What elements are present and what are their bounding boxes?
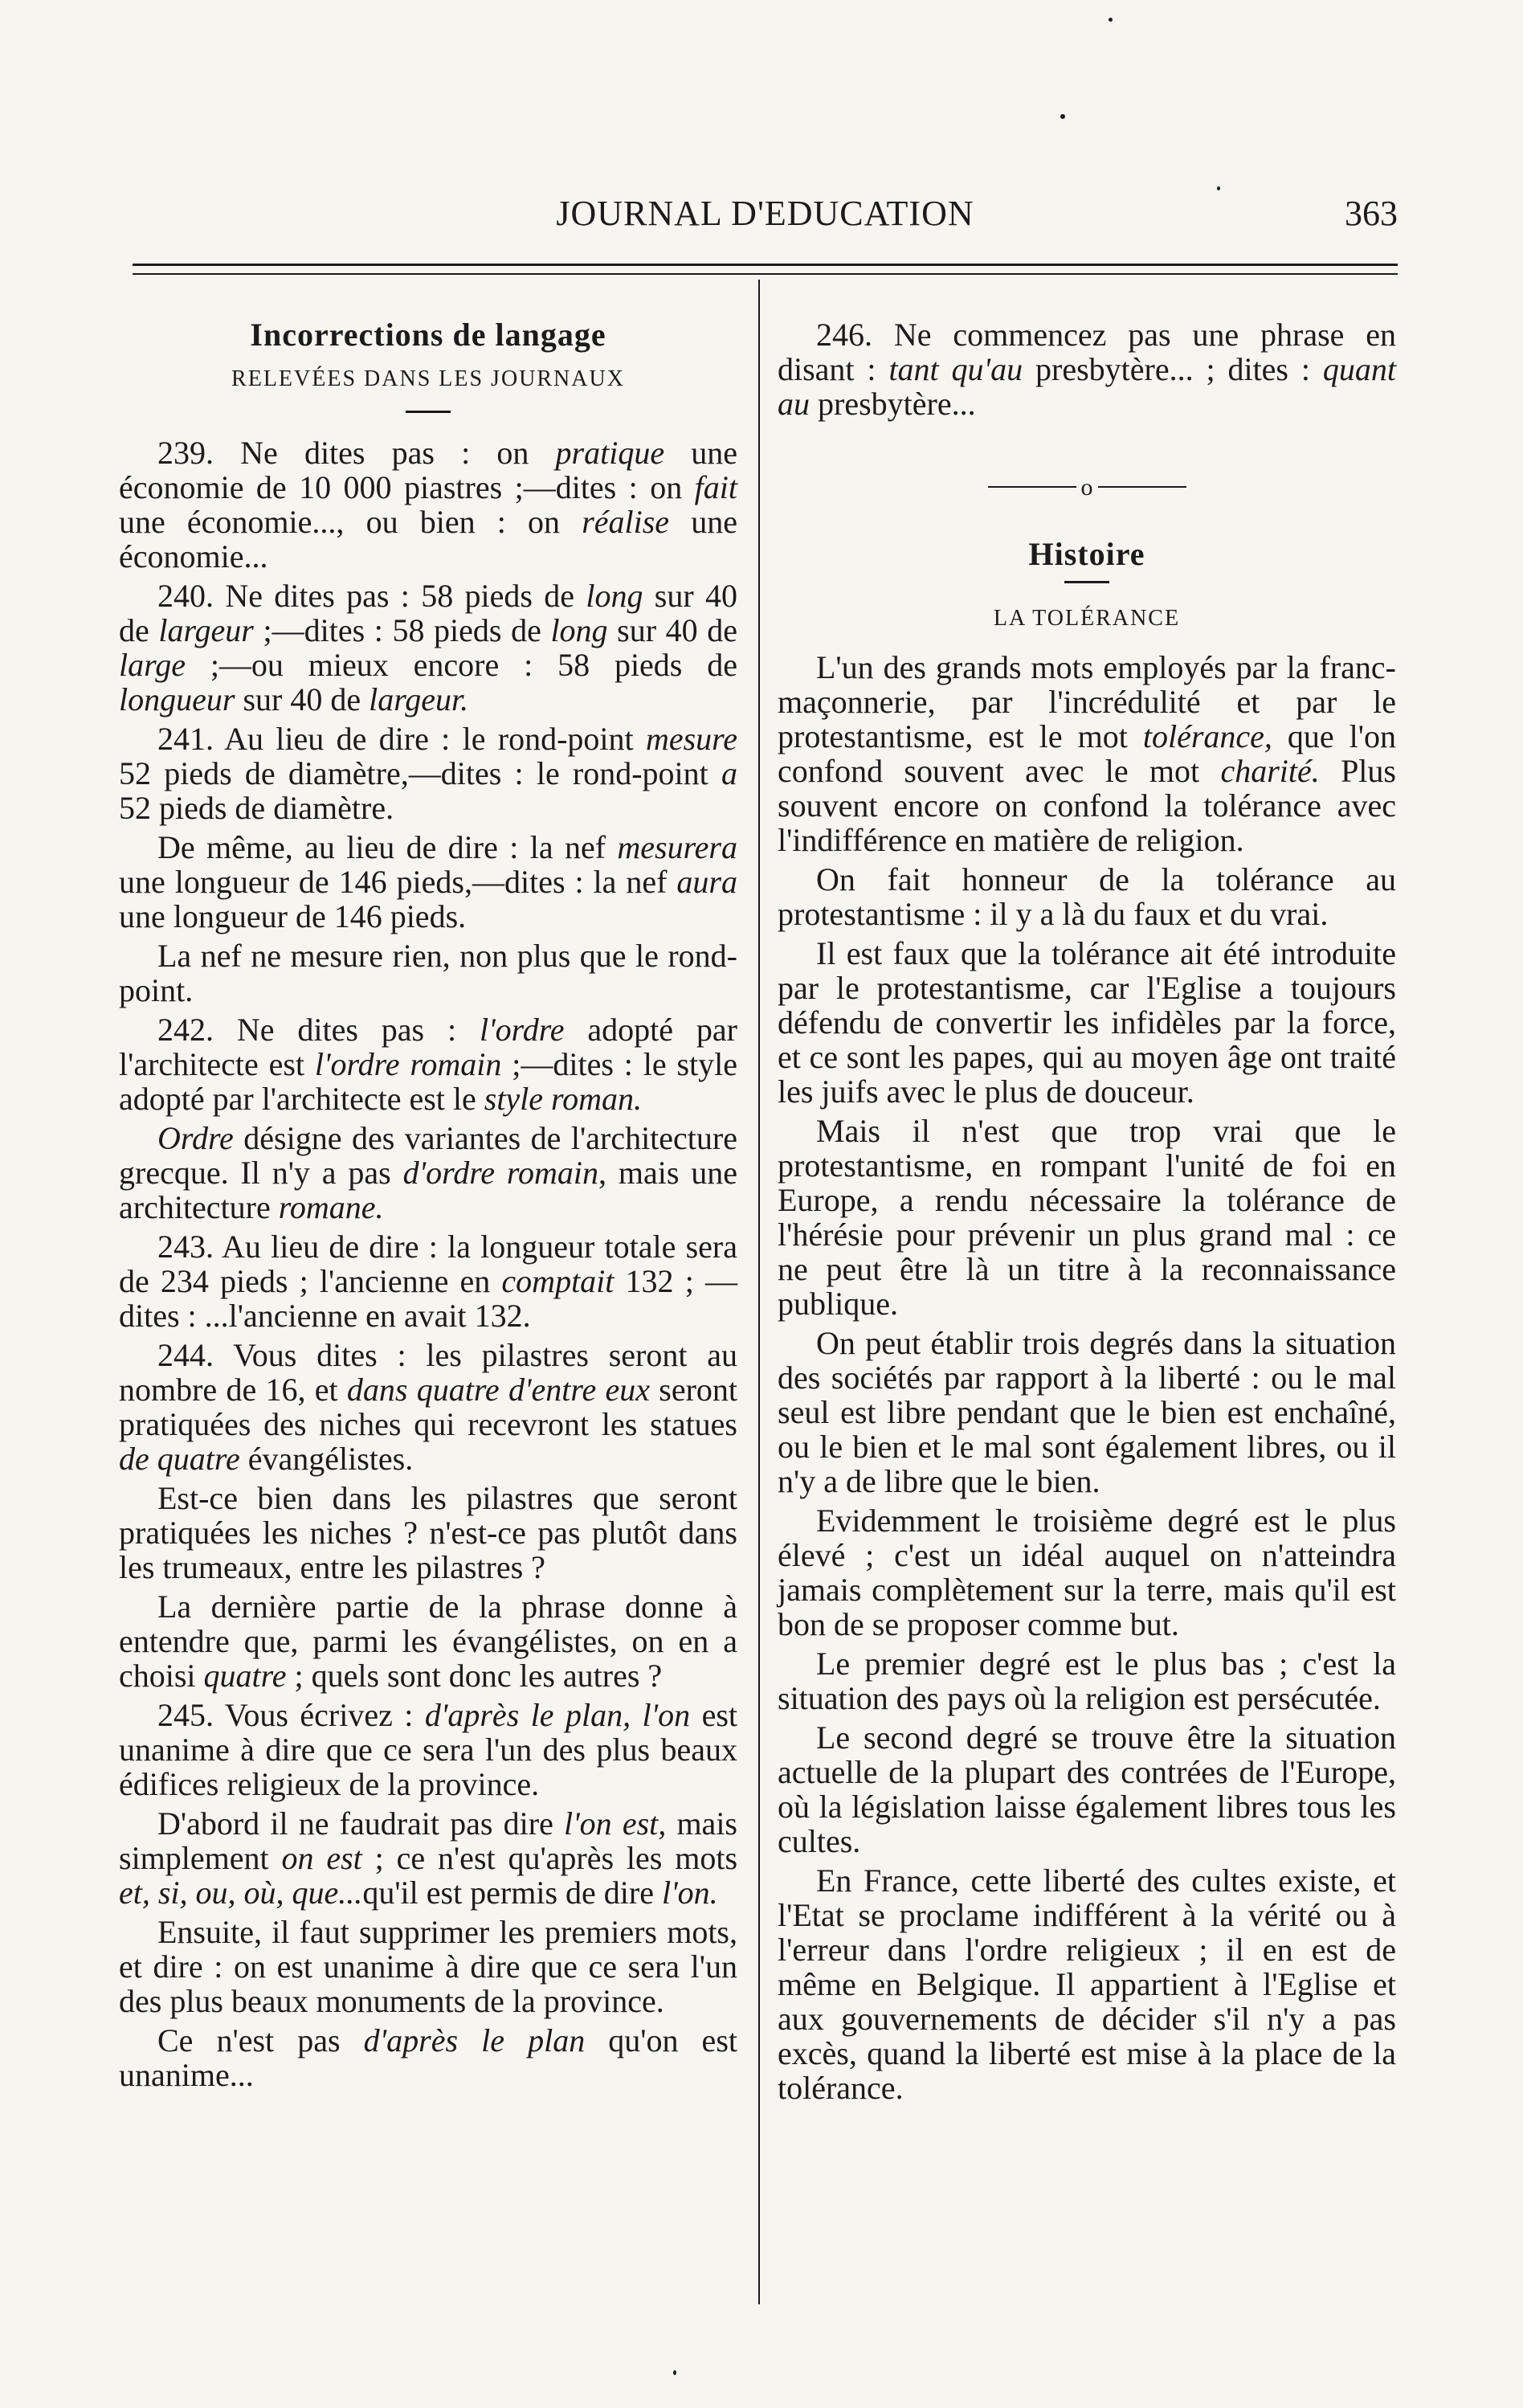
italic-term: tant qu'au xyxy=(888,351,1023,387)
italic-term: l'ordre romain xyxy=(314,1046,502,1082)
right-paragraphs xyxy=(778,650,1396,2105)
section-separator xyxy=(778,468,1396,505)
paragraph: On peut établir trois degrés dans la situation des sociétés par rapport à la liberté : ou le mal seul est libre pendant que le bien est enchaîné, ou le bien et le mal sont également libres, ou il n'y a de libre que le bien. xyxy=(778,1324,1396,1499)
right-column xyxy=(778,317,1396,2105)
separator-mark: o xyxy=(1080,473,1093,501)
italic-term: aura xyxy=(676,864,737,900)
italic-term: d'ordre romain xyxy=(402,1155,598,1191)
italic-term: mesure xyxy=(645,721,737,757)
paragraph: Est-ce bien dans les pilastres que seront pratiquées les niches ? n'est-ce pas plutôt dans les trumeaux, entre les pilastres ? xyxy=(119,1480,737,1585)
paragraph: Il est faux que la tolérance ait été introduite par le protestantisme, car l'Eglise a toujours défendu de convertir les infidèles par la force, et ce sont les papes, qui au moyen âge ont traité les juifs avec le plus de douceur. xyxy=(778,934,1396,1110)
page-number: 363 xyxy=(1345,194,1398,233)
paragraph: 243. Au lieu de dire : la longueur totale sera de 234 pieds ; l'ancienne en comptait 132 ; —dites : ...l'ancienne en avait 132. xyxy=(119,1229,737,1334)
italic-term: de quatre xyxy=(119,1441,240,1477)
italic-term: dans quatre d'entre eux xyxy=(346,1372,650,1408)
italic-term: a xyxy=(721,755,737,791)
title-dash xyxy=(406,411,451,413)
print-speck xyxy=(1060,114,1065,119)
paragraph: La nef ne mesure rien, non plus que le rond-point. xyxy=(119,938,737,1008)
italic-term: large xyxy=(119,647,186,683)
section-title-incorrections: Incorrections de langage xyxy=(250,317,606,353)
paragraph: Ordre désigne des variantes de l'architecture grecque. Il n'y a pas d'ordre romain, mais une architecture romane. xyxy=(119,1120,738,1225)
print-speck xyxy=(673,2370,676,2375)
italic-term: longueur xyxy=(119,681,235,717)
paragraph: L'un des grands mots employés par la franc-maçonnerie, par l'incrédulité et par le protestantisme, est le mot tolérance, que l'on confond souvent avec le mot charité. Plus souvent encore on confond la tolérance avec l'indifférence en matière de religion. xyxy=(778,648,1396,858)
italic-term: largeur. xyxy=(369,681,469,717)
italic-term: d'après le plan, l'on xyxy=(424,1697,691,1733)
section-subtitle-tolerance: LA TOLÉRANCE xyxy=(993,605,1181,631)
italic-term: l'ordre xyxy=(479,1012,565,1048)
header-rule-bottom xyxy=(133,273,1398,275)
paragraph: Ensuite, il faut supprimer les premiers mots, et dire : on est unanime à dire que ce sera l'un des plus beaux monuments de la province. xyxy=(119,1914,737,2019)
italic-term: style roman. xyxy=(484,1081,643,1117)
running-header xyxy=(133,193,1398,241)
italic-term: mesurera xyxy=(617,829,737,865)
paragraph: 245. Vous écrivez : d'après le plan, l'on est unanime à dire que ce sera l'un des plus beaux édifices religieux de la province. xyxy=(119,1697,738,1802)
italic-term: charité. xyxy=(1220,752,1320,789)
paragraph: Evidemment le troisième degré est le plus élevé ; c'est un idéal auquel on n'atteindra jamais complètement sur la terre, mais qu'il est bon de se proposer comme but. xyxy=(778,1502,1396,1642)
column-divider xyxy=(758,280,760,2304)
paragraph: 241. Au lieu de dire : le rond-point mesure 52 pieds de diamètre,—dites : le rond-point a 52 pieds de diamètre. xyxy=(119,721,737,826)
italic-term: on est xyxy=(281,1840,362,1876)
italic-term: l'on est, xyxy=(564,1805,667,1842)
paragraph: De même, au lieu de dire : la nef mesurera une longueur de 146 pieds,—dites : la nef aura une longueur de 146 pieds. xyxy=(119,829,737,934)
italic-term: pratique xyxy=(555,435,665,471)
italic-term: fait xyxy=(694,469,737,505)
print-speck xyxy=(1109,18,1113,22)
italic-term: et, si, ou, où, que... xyxy=(119,1874,363,1911)
paragraph: D'abord il ne faudrait pas dire l'on est, mais simplement on est ; ce n'est qu'après les mots et, si, ou, où, que...qu'il est permis de dire l'on. xyxy=(119,1805,738,1911)
italic-term: romane. xyxy=(278,1189,384,1225)
paragraph: Mais il n'est que trop vrai que le protestantisme, en rompant l'unité de foi en Europe, a rendu nécessaire la tolérance de l'hérésie pour prévenir un plus grand mal : ce ne peut être là un titre à la reconnaissance publique. xyxy=(778,1112,1396,1322)
paragraph: 244. Vous dites : les pilastres seront au nombre de 16, et dans quatre d'entre eux seront pratiquées des niches qui recevront les statues de quatre évangélistes. xyxy=(119,1337,738,1477)
italic-term: Ordre xyxy=(157,1120,234,1156)
separator-line-right xyxy=(1098,486,1186,488)
journal-title: JOURNAL D'EDUCATION xyxy=(556,194,974,233)
paragraph: 242. Ne dites pas : l'ordre adopté par l'architecte est l'ordre romain ;—dites : le style adopté par l'architecte est le style roman. xyxy=(119,1012,738,1117)
section-subtitle-journaux: RELEVÉES DANS LES JOURNAUX xyxy=(231,366,625,391)
italic-term: réalise xyxy=(582,504,670,540)
paragraph: On fait honneur de la tolérance au protestantisme : il y a là du faux et du vrai. xyxy=(778,861,1396,932)
right-intro-paragraphs xyxy=(778,317,1396,421)
section-title-histoire: Histoire xyxy=(1028,535,1145,572)
paragraph: Le premier degré est le plus bas ; c'est la situation des pays où la religion est persécutée. xyxy=(778,1645,1396,1716)
italic-term: long xyxy=(586,578,643,614)
header-rule-top xyxy=(133,264,1398,266)
paragraph: 240. Ne dites pas : 58 pieds de long sur 40 de largeur ;—dites : 58 pieds de long sur 40 de large ;—ou mieux encore : 58 pieds de longueur sur 40 de largeur. xyxy=(119,578,738,717)
italic-term: tolérance, xyxy=(1142,717,1272,754)
title-dash xyxy=(1064,581,1109,583)
italic-term: l'on. xyxy=(662,1874,718,1911)
paragraph: La dernière partie de la phrase donne à entendre que, parmi les évangélistes, on en a choisi quatre ; quels sont donc les autres ? xyxy=(119,1588,737,1694)
print-speck xyxy=(1217,186,1220,190)
paragraph: En France, cette liberté des cultes existe, et l'Etat se proclame indifférent à la vérité ou à l'erreur dans l'ordre religieux ; il en est de même en Belgique. Il appartient à l'Eglise et aux gouvernements de décider s'il n'y a pas excès, quand la liberté est mise à la place de la tolérance. xyxy=(778,1862,1396,2106)
left-paragraphs xyxy=(119,435,737,2092)
paragraph: Le second degré se trouve être la situation actuelle de la plupart des contrées de l'Europe, où la législation laisse également libres tous les cultes. xyxy=(778,1719,1396,1859)
italic-term: largeur xyxy=(158,612,254,648)
paragraph: 246. Ne commencez pas une phrase en disant : tant qu'au presbytère... ; dites : quant au presbytère... xyxy=(778,317,1397,422)
italic-term: quant au xyxy=(778,351,1397,422)
separator-line-left xyxy=(988,486,1076,488)
italic-term: quatre xyxy=(203,1658,287,1694)
italic-term: d'après le plan xyxy=(363,2022,586,2058)
paragraph: Ce n'est pas d'après le plan qu'on est unanime... xyxy=(119,2022,737,2093)
italic-term: long xyxy=(550,612,608,648)
left-column xyxy=(119,317,737,2092)
paragraph: 239. Ne dites pas : on pratique une économie de 10 000 piastres ;—dites : on fait une économie..., ou bien : on réalise une économie... xyxy=(119,435,737,574)
italic-term: comptait xyxy=(501,1263,615,1299)
